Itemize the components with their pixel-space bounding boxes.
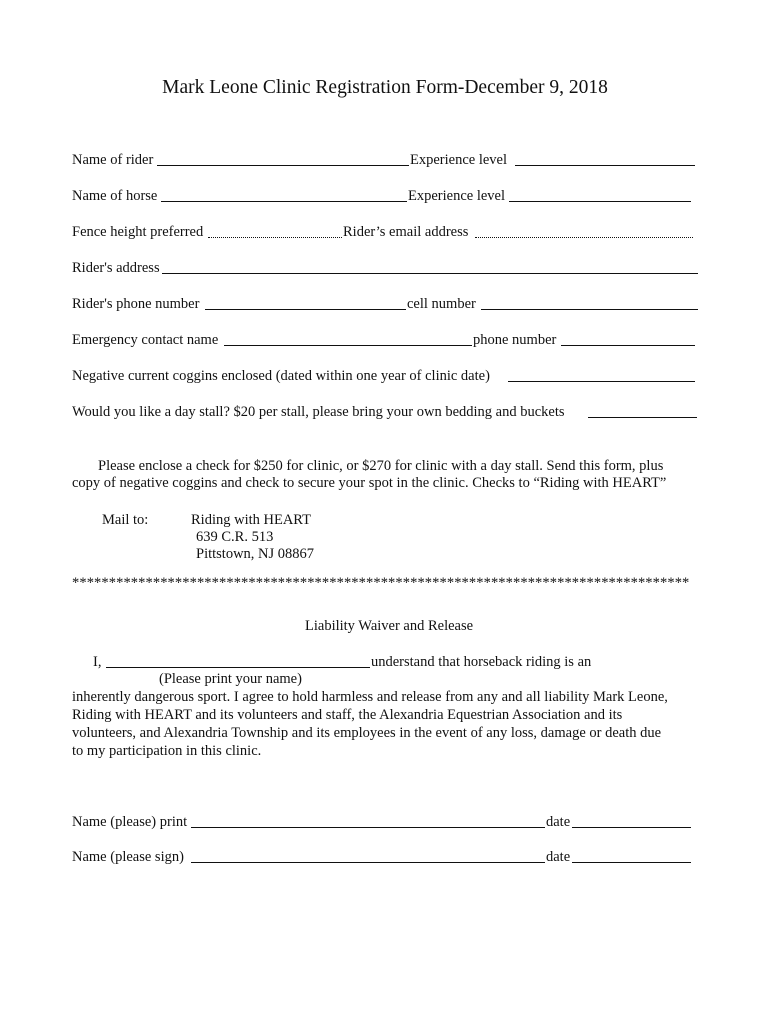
mail-to-label: Mail to: xyxy=(102,512,149,528)
waiver-print-hint: (Please print your name) xyxy=(159,671,302,687)
horse-name-field[interactable] xyxy=(161,201,407,202)
fence-height-label: Fence height preferred xyxy=(72,224,204,240)
rider-experience-field[interactable] xyxy=(515,165,695,166)
rider-name-label: Name of rider xyxy=(72,152,154,168)
instructions-line-1: Please enclose a check for $250 for clinic, or $270 for clinic with a day stall. Send this form, plus xyxy=(98,458,664,474)
horse-experience-label: Experience level xyxy=(408,188,506,204)
waiver-body-line-3: volunteers, and Alexandria Township and its employees in the event of any loss, damage or death due xyxy=(72,725,662,741)
waiver-body-line-1: inherently dangerous sport. I agree to hold harmless and release from any and all liability Mark Leone, xyxy=(72,689,668,705)
rider-name-field[interactable] xyxy=(157,165,409,166)
waiver-heading: Liability Waiver and Release xyxy=(305,618,474,634)
waiver-body-line-2: Riding with HEART and its volunteers and staff, the Alexandria Equestrian Association and its xyxy=(72,707,623,723)
rider-address-label: Rider's address xyxy=(72,260,160,276)
emergency-phone-field[interactable] xyxy=(561,345,695,346)
separator: ************************************************************************************ xyxy=(72,575,690,591)
cell-number-label: cell number xyxy=(407,296,476,312)
print-date-label: date xyxy=(546,814,571,830)
sign-name-label: Name (please sign) xyxy=(72,849,184,865)
instructions-line-2: copy of negative coggins and check to secure your spot in the clinic. Checks to “Riding with HEART” xyxy=(72,475,667,491)
rider-address-field[interactable] xyxy=(162,273,698,274)
emergency-phone-label: phone number xyxy=(473,332,557,348)
mail-city: Pittstown, NJ 08867 xyxy=(196,546,315,562)
fence-height-field[interactable] xyxy=(208,237,342,238)
coggins-label: Negative current coggins enclosed (dated within one year of clinic date) xyxy=(72,368,490,384)
emergency-contact-field[interactable] xyxy=(224,345,472,346)
cell-number-field[interactable] xyxy=(481,309,698,310)
rider-experience-label: Experience level xyxy=(410,152,508,168)
form-title: Mark Leone Clinic Registration Form-December 9, 2018 xyxy=(162,77,608,98)
print-name-label: Name (please) print xyxy=(72,814,188,830)
waiver-understand: understand that horseback riding is an xyxy=(371,654,592,670)
day-stall-label: Would you like a day stall? $20 per stall, please bring your own bedding and buckets xyxy=(72,404,565,420)
rider-phone-label: Rider's phone number xyxy=(72,296,200,312)
day-stall-field[interactable] xyxy=(588,417,697,418)
horse-name-label: Name of horse xyxy=(72,188,158,204)
sign-date-label: date xyxy=(546,849,571,865)
sign-date-field[interactable] xyxy=(572,862,691,863)
rider-email-label: Rider’s email address xyxy=(343,224,469,240)
mail-name: Riding with HEART xyxy=(191,512,311,528)
mail-street: 639 C.R. 513 xyxy=(196,529,274,545)
waiver-prefix: I, xyxy=(93,654,102,670)
waiver-body-line-4: to my participation in this clinic. xyxy=(72,743,262,759)
waiver-name-field[interactable] xyxy=(106,667,370,668)
print-name-field[interactable] xyxy=(191,827,545,828)
coggins-field[interactable] xyxy=(508,381,695,382)
horse-experience-field[interactable] xyxy=(509,201,691,202)
rider-phone-field[interactable] xyxy=(205,309,406,310)
emergency-contact-label: Emergency contact name xyxy=(72,332,219,348)
sign-name-field[interactable] xyxy=(191,862,545,863)
rider-email-field[interactable] xyxy=(475,237,693,238)
print-date-field[interactable] xyxy=(572,827,691,828)
